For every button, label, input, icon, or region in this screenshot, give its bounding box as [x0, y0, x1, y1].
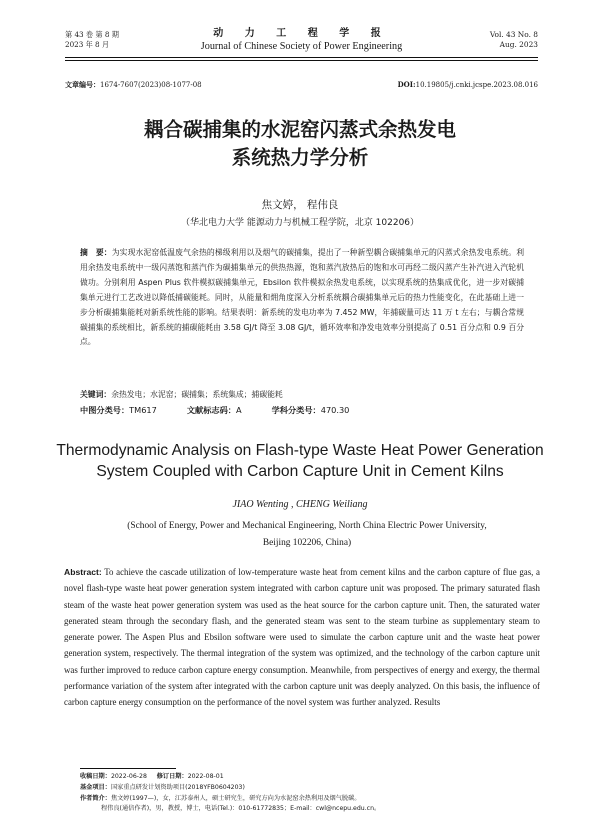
header-rule-thin	[65, 60, 538, 61]
clc-label: 中图分类号：	[80, 405, 130, 415]
journal-name-cn: 动 力 工 程 学 报	[213, 28, 390, 39]
title-cn-line2: 系统热力学分析	[231, 146, 369, 169]
footnote-fund	[80, 783, 540, 792]
title-cn-line1: 耦合碳捕集的水泥窑闪蒸式余热发电	[143, 118, 456, 141]
affiliation-en-line2: Beijing 102206, China)	[262, 537, 352, 548]
article-number-value: 1674-7607(2023)08-1077-08	[100, 81, 202, 89]
affiliation-en-line1: (School of Energy, Power and Mechanical Engineering, North China Electric Power University,	[127, 521, 487, 531]
article-number-label: 文章编号：	[65, 80, 100, 89]
author-bio-text: 焦文婷(1997—)，女，江苏泰州人，硕士研究生，研究方向为水泥窑余热利用及烟气脱碳。	[110, 795, 361, 802]
keywords-cn-label: 关键词：	[80, 390, 112, 399]
article-number	[65, 80, 202, 90]
received-date: 2022-06-28	[110, 773, 147, 780]
keywords-cn	[80, 389, 524, 400]
affiliation-cn: （华北电力大学 能源动力与机械工程学院，北京 102206）	[180, 218, 420, 228]
corresponding-text: 男，教授，博士，电话(Tel.)：010-61772835；E-mail：cwl@ncepu.edu.cn。	[155, 805, 381, 812]
footnote-dates	[80, 772, 540, 781]
header-rule-thick	[65, 57, 538, 58]
abstract-cn-label: 摘 要：	[80, 248, 112, 257]
doc-code-label: 文献标志码：	[186, 405, 236, 415]
affiliation-en	[74, 518, 540, 551]
footnote-corresponding	[101, 804, 540, 813]
abstract-en-label: Abstract:	[64, 567, 102, 577]
authors-cn: 焦文婷， 程伟良	[261, 199, 339, 211]
title-en	[0, 440, 600, 482]
title-cn	[0, 116, 600, 172]
authors-en: JIAO Wenting , CHENG Weiliang	[232, 499, 368, 510]
doi	[398, 80, 538, 89]
fund-label: 基金项目：	[80, 784, 111, 791]
abstract-cn	[80, 246, 524, 350]
keywords-cn-text: 余热发电；水泥窑；碳捕集；系统集成；捕碳能耗	[111, 390, 283, 399]
abstract-cn-text: 为实现水泥窑低温废气余热的梯级利用以及烟气的碳捕集，提出了一种新型耦合碳捕集单元的闪蒸式余热发电系统。利用余热发电系统中一级闪蒸饱和蒸汽作为碳捕集单元的供热热源，饱和蒸汽放热后的饱和水可再经二级闪蒸产生补汽进入汽轮机做功。分别利用 Aspen Plus 软件模拟碳捕集单元，Ebsilon 软件模拟余热发电系统，以实现系统的热集成优化，进一步对碳捕集单元进行工艺改进以降低捕碳能耗。同时，从能量和㶲角度深入分析系统耦合碳捕集单元后的热力性能变化，在此基础上进一步分析碳捕集能耗对新系统性能的影响。结果表明：新系统的发电功率为 7.452 MW，年捕碳量可达 11 万 t 左右；与耦合常规碳捕集的系统相比，新系统的捕碳能耗由 3.58 GJ/t 降至 3.08 GJ/t，循环效率和净发电效率分别提高了 0.51 百分点和 0.9 百分点。	[80, 248, 525, 347]
subject-code-value: 470.30	[320, 405, 350, 415]
header-date-en: Aug. 2023	[499, 40, 538, 49]
header-issue-en	[490, 30, 538, 50]
title-en-line1: Thermodynamic Analysis on Flash-type Waste Heat Power Generation	[56, 442, 544, 459]
header-volume-cn: 第 43 卷 第 8 期	[65, 30, 119, 39]
header-journal	[65, 28, 538, 53]
doi-label: DOI:	[397, 80, 416, 89]
title-en-line2: System Coupled with Carbon Capture Unit in Cement Kilns	[96, 463, 504, 480]
doc-code-value: A	[235, 405, 242, 415]
classification-codes	[80, 405, 524, 416]
corresponding-label: 程伟良(通信作者)，	[101, 805, 156, 812]
header-date-cn: 2023 年 8 月	[65, 40, 110, 49]
abstract-en-text: To achieve the cascade utilization of low-temperature waste heat from cement kilns and the carbon capture of flue gas, a novel flash-type waste heat power generation system integrated with carbon capture unit was proposed. The primary saturated flash steam of the waste heat power generation system was used as the heat source for the carbon capture unit. Then, the saturated water generated steam through the secondary flash, and the generated steam was sent to the steam turbine as supplementary steam to generate power. The Aspen Plus and Ebsilon software were used to simulate the carbon capture unit and the waste heat power generation system, respectively. The thermal integration of the system was optimized, and the technology of the carbon capture unit was further improved to reduce carbon capture energy consumption. Meanwhile, from perspectives of energy and exergy, the thermal performance variation of the system after integrated with the carbon capture unit was deeply analyzed. On this basis, the influence of carbon capture energy consumption on the performance of the novel system was further analyzed. Results	[64, 567, 540, 708]
clc-value: TM617	[129, 405, 157, 415]
abstract-en	[64, 564, 540, 711]
revised-date: 2022-08-01	[187, 773, 224, 780]
footnote-rule	[80, 768, 176, 769]
doi-value: 10.19805/j.cnki.jcspe.2023.08.016	[415, 81, 538, 89]
author-bio-label: 作者简介：	[80, 795, 111, 802]
revised-label: 修订日期：	[156, 773, 188, 780]
journal-name-en: Journal of Chinese Society of Power Engineering	[200, 41, 403, 52]
received-label: 收稿日期：	[80, 773, 111, 780]
header-volume-en: Vol. 43 No. 8	[489, 30, 538, 39]
running-header	[65, 28, 538, 56]
fund-text: 国家重点研发计划资助项目(2018YFB0604203)	[110, 784, 245, 791]
subject-code-label: 学科分类号：	[271, 405, 321, 415]
footnote-author	[80, 794, 540, 803]
